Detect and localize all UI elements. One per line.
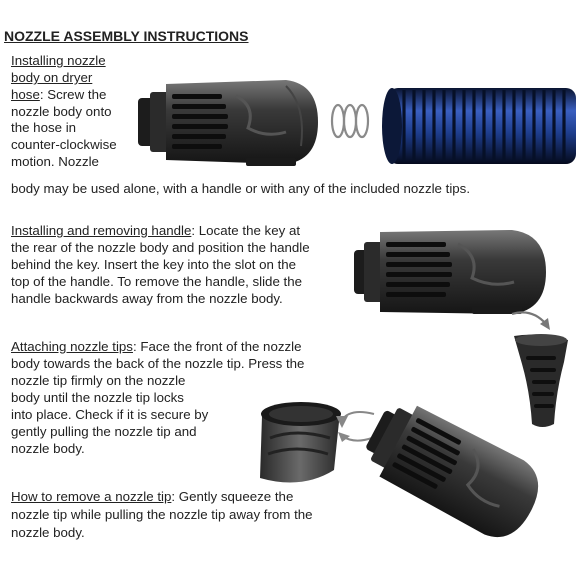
section-2-line-2: the rear of the nozzle body and position the handle <box>11 240 310 255</box>
section-3-line-6: gently pulling the nozzle tip and <box>11 424 197 439</box>
page-title: NOZZLE ASSEMBLY INSTRUCTIONS <box>4 28 249 44</box>
section-3-line-7: nozzle body. <box>11 441 85 456</box>
section-4-line-2: nozzle tip while pulling the nozzle tip away from the <box>11 507 313 522</box>
section-1-heading-line-2: body on dryer <box>11 70 93 85</box>
section-2-heading: Installing and removing handle <box>11 223 192 238</box>
section-1-line-2: nozzle body onto <box>11 104 112 119</box>
section-3-line-1: Attaching nozzle tips: Face the front of the nozzle <box>11 339 302 354</box>
section-2-line-3: behind the key. Insert the key into the slot on the <box>11 257 297 272</box>
dryer-hose-illustration <box>380 84 576 168</box>
section-1-line-3: the hose in <box>11 120 77 135</box>
section-3-line-2: body towards the back of the nozzle tip. Press the <box>11 356 305 371</box>
nozzle-body-illustration-2 <box>352 226 548 318</box>
rotation-spiral-icon <box>328 96 378 146</box>
section-1-heading-line-1: Installing nozzle <box>11 53 106 68</box>
nozzle-body-illustration-3 <box>360 398 546 548</box>
section-2-line-1: Installing and removing handle: Locate the key at <box>11 223 301 238</box>
section-3-line-4: body until the nozzle tip locks <box>11 390 184 405</box>
section-3-line-3: nozzle tip firmly on the nozzle <box>11 373 186 388</box>
section-1-heading-line-3: hose <box>11 87 40 102</box>
section-3-line-5: into place. Check if it is secure by <box>11 407 209 422</box>
section-1-line-4: counter-clockwise <box>11 137 117 152</box>
section-4-heading: How to remove a nozzle tip <box>11 489 172 504</box>
nozzle-body-illustration-1 <box>136 76 322 168</box>
section-1-line-1: hose: Screw the <box>11 87 107 102</box>
section-4-line-1: How to remove a nozzle tip: Gently squeeze the <box>11 489 294 504</box>
section-2-line-5: handle backwards away from the nozzle body. <box>11 291 283 306</box>
section-2-line-4: top of the handle. To remove the handle, slide the <box>11 274 303 289</box>
section-4-line-3: nozzle body. <box>11 525 85 540</box>
section-3-heading: Attaching nozzle tips <box>11 339 133 354</box>
section-1-line-5: motion. Nozzle <box>11 154 99 169</box>
section-1-line-6: body may be used alone, with a handle or with any of the included nozzle tips. <box>11 181 471 196</box>
